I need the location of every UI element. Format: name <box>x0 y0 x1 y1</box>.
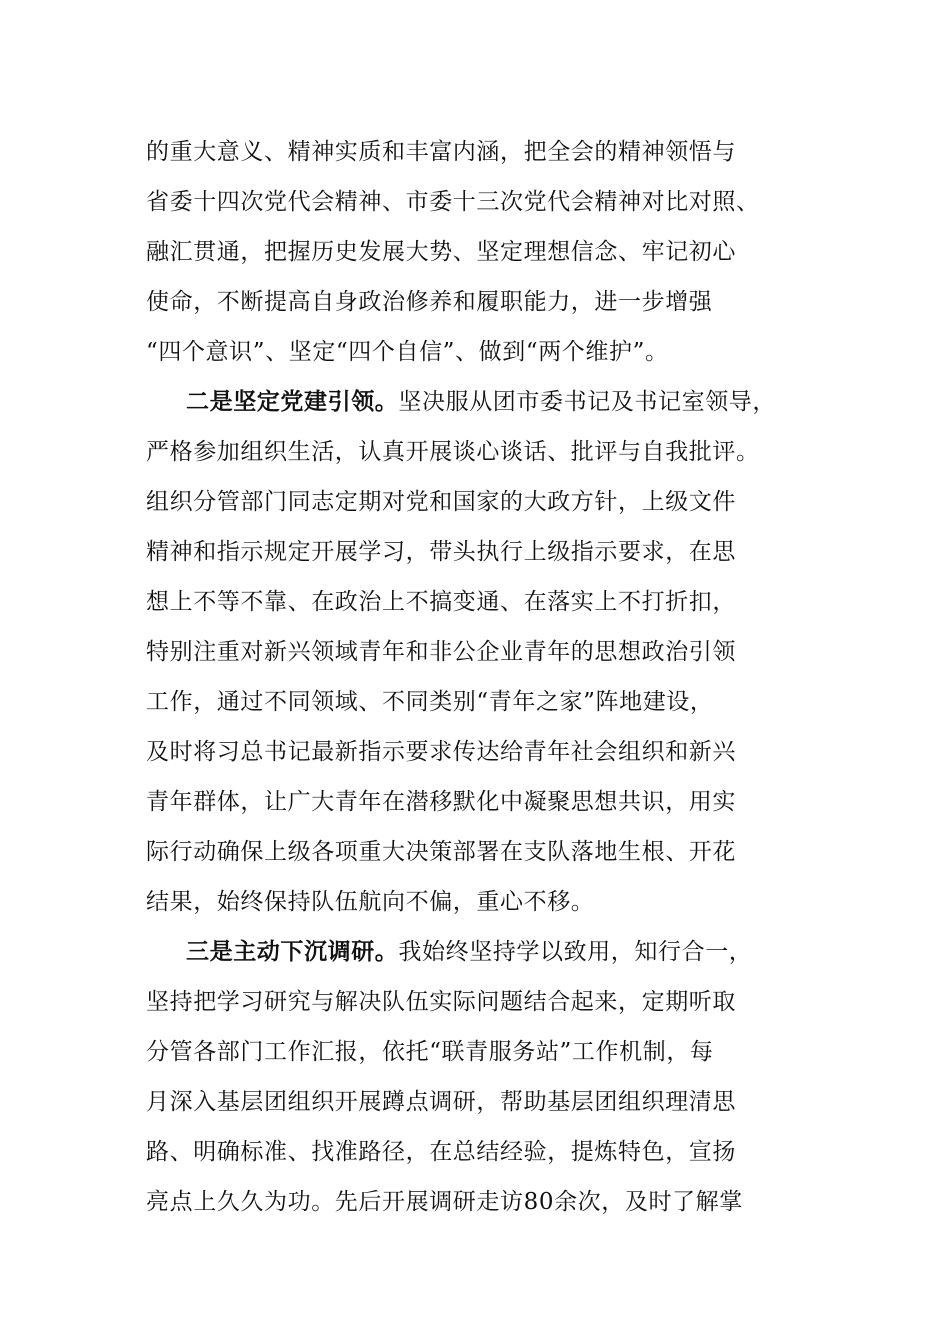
section-first-line <box>146 927 806 977</box>
text-line: 的重大意义、精神实质和丰富内涵，把全会的精神领悟与 <box>146 139 736 165</box>
text-line: 月深入基层团组织开展蹲点调研，帮助基层团组织理清思 <box>146 1089 736 1115</box>
text-line: 及时将习总书记最新指示要求传达给青年社会组织和新兴 <box>146 739 736 765</box>
text-line: 路、明确标准、找准路径，在总结经验，提炼特色，宣扬 <box>146 1139 736 1165</box>
text-line: 坚持把学习研究与解决队伍实际问题结合起来，定期听取 <box>146 989 736 1015</box>
text-line: 想上不等不靠、在政治上不搞变通、在落实上不打折扣， <box>146 589 736 615</box>
text-line: 际行动确保上级各项重大决策部署在支队落地生根、开花 <box>146 839 736 865</box>
section-first-line <box>146 377 806 427</box>
body-text <box>146 127 806 1227</box>
text-line: 融汇贯通，把握历史发展大势、坚定理想信念、牢记初心 <box>146 239 736 265</box>
text-line: 组织分管部门同志定期对党和国家的大政方针，上级文件 <box>146 489 736 515</box>
section-first-line-text: 我始终坚持学以致用，知行合一， <box>398 939 753 965</box>
section-heading: 二是坚定党建引领。 <box>186 388 399 415</box>
text-line: “四个意识”、坚定“四个自信”、做到“两个维护”。 <box>146 339 669 365</box>
text-line: 青年群体，让广大青年在潜移默化中凝聚思想共识，用实 <box>146 789 736 815</box>
text-line: 亮点上久久为功。先后开展调研走访80余次，及时了解掌 <box>146 1189 743 1215</box>
text-line: 结果，始终保持队伍航向不偏，重心不移。 <box>146 889 595 915</box>
text-line: 分管各部门工作汇报，依托“联青服务站”工作机制，每 <box>146 1039 714 1065</box>
section-first-line-text: 坚决服从团市委书记及书记室领导， <box>398 389 777 415</box>
text-line: 严格参加组织生活，认真开展谈心谈话、批评与自我批评。 <box>146 439 760 465</box>
text-line: 精神和指示规定开展学习，带头执行上级指示要求，在思 <box>146 539 736 565</box>
text-line: 省委十四次党代会精神、市委十三次党代会精神对比对照、 <box>146 189 760 215</box>
text-line: 特别注重对新兴领域青年和非公企业青年的思想政治引领 <box>146 639 736 665</box>
text-line: 工作，通过不同领域、不同类别“青年之家”阵地建设， <box>146 689 714 715</box>
section-heading: 三是主动下沉调研。 <box>186 938 399 965</box>
text-line: 使命，不断提高自身政治修养和履职能力，进一步增强 <box>146 289 713 315</box>
